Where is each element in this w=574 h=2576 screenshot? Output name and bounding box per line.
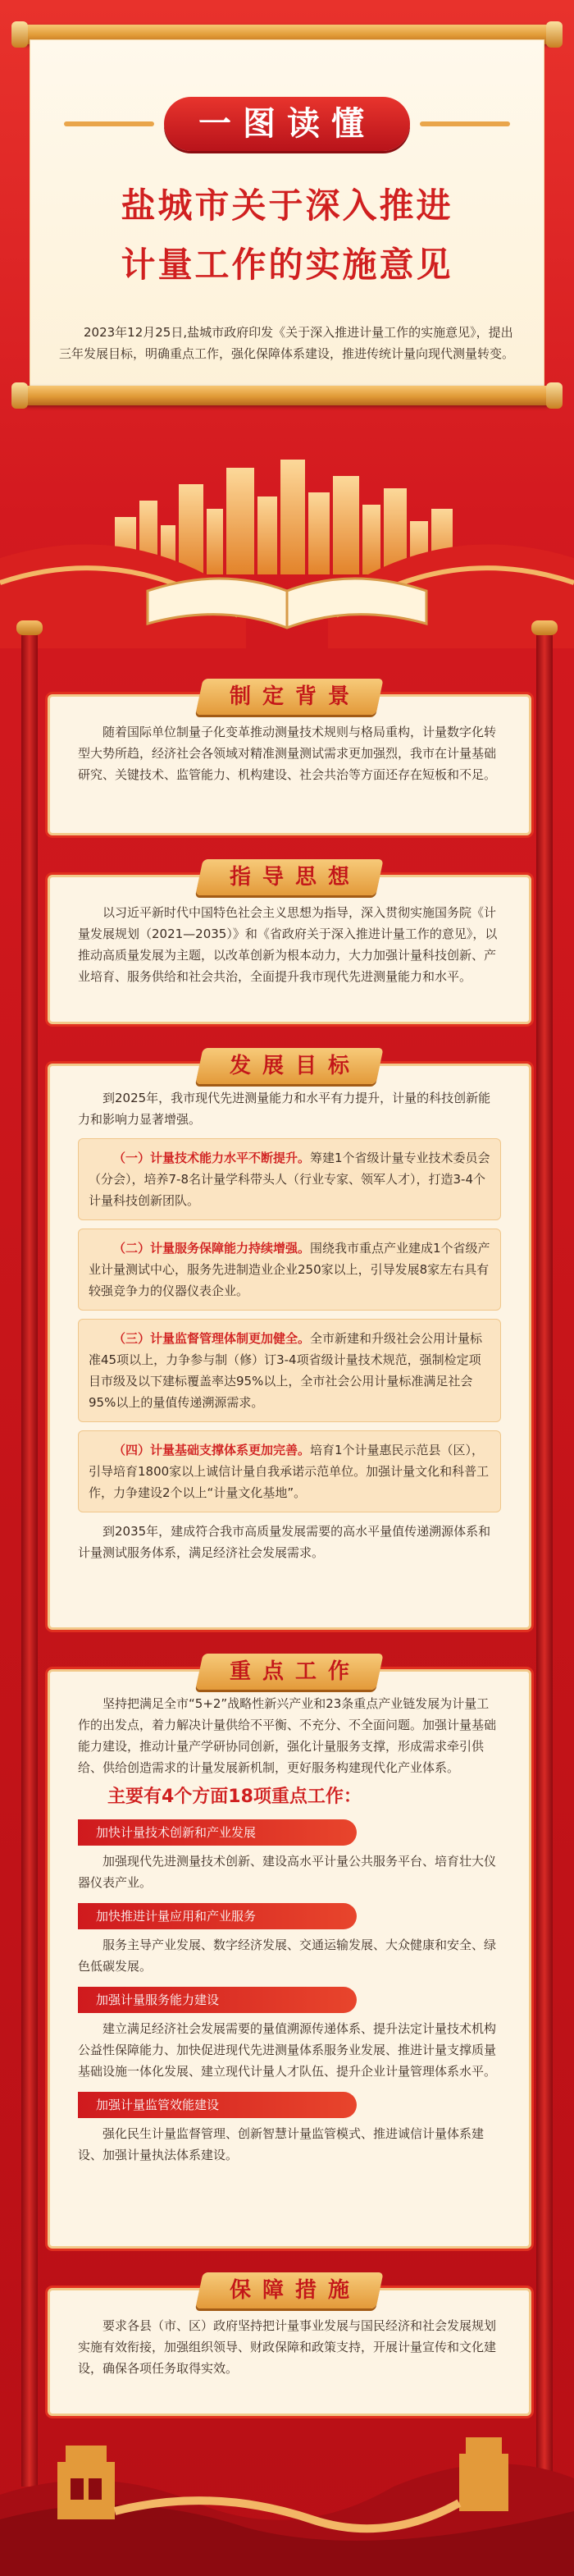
badge-char: 图 — [243, 105, 287, 143]
work-item-tag: 加快推进计量应用和产业服务 — [78, 1903, 357, 1929]
section-guidance — [48, 865, 531, 1024]
section-title: 重点工作 — [229, 1659, 361, 1684]
work-item-tag: 加强计量监管效能建设 — [78, 2092, 357, 2118]
intro-paragraph: 2023年12月25日,盐城市政府印发《关于深入推进计量工作的实施意见》，提出三年发展目标，明确重点工作，强化保障体系建设，推进传统计量向现代测量转变。 — [59, 325, 515, 361]
goal-highlight: （一）计量技术能力水平不断提升。 — [113, 1151, 311, 1165]
work-item-text: 强化民生计量监督管理、创新智慧计量监管模式、推进诚信计量体系建设、加强计量执法体系建设。 — [78, 2126, 485, 2162]
section-support — [48, 2278, 531, 2416]
great-wall-illustration — [0, 2429, 574, 2576]
goal-text: 培育1个计量惠民示范县（区），引导培育1800家以上诚信计量自我承诺示范单位。加强计量文化和科普工作，力争建设2个以上“计量文化基地”。 — [89, 1443, 490, 1500]
section-tag — [195, 679, 383, 715]
headline-deco-left — [64, 121, 154, 126]
section-text: 随着国际单位制量子化变革推动测量技术规则与格局重构，计量数字化转型大势所趋，经济社会各领域对精准测量测试需求更加强烈，我市在计量基础研究、关键技术、监管能力、机构建设、社会共治等方面还存在短板和不足。 — [78, 725, 497, 782]
badge-char: 读 — [287, 105, 331, 143]
section-goals — [48, 1054, 531, 1630]
section-background — [48, 684, 531, 835]
badge-char: 一 — [198, 105, 243, 143]
work-item-text: 服务主导产业发展、数字经济发展、交通运输发展、大众健康和安全、绿色低碳发展。 — [78, 1938, 497, 1974]
section-title: 制定背景 — [229, 684, 361, 709]
goal-highlight: （四）计量基础支撑体系更加完善。 — [113, 1443, 311, 1457]
open-book-illustration — [139, 566, 435, 632]
section-text: 要求各县（市、区）政府坚持把计量事业发展与国民经济和社会发展规划实施有效衔接，加强组织领导、财政保障和政策支持，开展计量宣传和文化建设，确保各项任务取得实效。 — [78, 2318, 497, 2376]
page-title-line1: 盐城市关于深入推进 — [121, 185, 453, 226]
goal-item — [78, 1430, 501, 1512]
section-title: 发展目标 — [229, 1054, 361, 1078]
left-pole — [21, 632, 38, 2487]
goals-intro: 到2025年，我市现代先进测量能力和水平有力提升，计量的科技创新能力和影响力显著增强。 — [78, 1091, 491, 1127]
goal-text: 筹建1个省级计量专业技术委员会（分会），培养7-8名计量学科带头人（行业专家、领军人才），打造3-4个计量科技创新团队。 — [89, 1151, 490, 1208]
goal-item — [78, 1138, 501, 1220]
section-text: 以习近平新时代中国特色社会主义思想为指导，深入贯彻实施国务院《计量发展规划（2021—2035）》和《省政府关于深入推进计量工作的意见》，以推动高质量发展为主题，以改革创新为根本动力，大力加强计量科技创新、产业培育、服务供给和社会共治，全面提升我市现代先进测量能力和水平。 — [78, 905, 498, 984]
work-subhead: 主要有4个方面18项重点工作： — [107, 1787, 362, 1807]
work-item-tag: 加快计量技术创新和产业发展 — [78, 1819, 357, 1846]
goal-text: 全市新建和升级社会公用计量标准45项以上，力争参与制（修）订3-4项省级计量技术规范，强制检定项目市级及以下建标覆盖率达95%以上，全市社会公用计量标准满足社会95%以上的量值传递溯源需求。 — [89, 1331, 483, 1410]
section-tag — [195, 2272, 383, 2308]
section-tag — [195, 859, 383, 895]
work-intro: 坚持把满足全市“5+2”战略性新兴产业和23条重点产业链发展为计量工作的出发点，着力解决计量供给不平衡、不充分、不全面问题。加强计量基础能力建设，推动计量产学研协同创新，强化计量服务支撑，形成需求牵引供给、供给创造需求的计量发展新机制，更好服务构建现代化产业体系。 — [78, 1696, 497, 1775]
page-title-line2: 计量工作的实施意见 — [121, 245, 453, 285]
goal-item — [78, 1229, 501, 1311]
headline-badge — [164, 97, 410, 151]
section-work — [48, 1659, 531, 2249]
headline-deco-right — [420, 121, 510, 126]
goal-text: 围绕我市重点产业建成1个省级产业计量测试中心，服务先进制造业企业250家以上，引导发展8家左右具有较强竞争力的仪器仪表企业。 — [89, 1241, 490, 1298]
goal-highlight: （三）计量监督管理体制更加健全。 — [113, 1331, 311, 1346]
work-item-tag: 加强计量服务能力建设 — [78, 1987, 357, 2013]
work-item-text: 加强现代先进测量技术创新、建设高水平计量公共服务平台、培育壮大仪器仪表产业。 — [78, 1854, 497, 1890]
goal-highlight: （二）计量服务保障能力持续增强。 — [113, 1241, 311, 1256]
work-item-text: 建立满足经济社会发展需要的量值溯源传递体系、提升法定计量技术机构公益性保障能力、加快促进现代先进测量体系服务业发展、推进计量支撑质量基础设施一体化发展、建立现代计量人才队伍、提升企业计量管理体系水平。 — [78, 2021, 497, 2079]
scroll-bottom-rod — [18, 386, 556, 405]
section-title: 保障措施 — [229, 2278, 361, 2303]
section-tag — [195, 1654, 383, 1690]
section-title: 指导思想 — [229, 865, 361, 890]
goal-item — [78, 1319, 501, 1422]
goals-outro: 到2035年，建成符合我市高质量发展需要的高水平量值传递溯源体系和计量测试服务体系，满足经济社会发展需求。 — [78, 1524, 491, 1560]
badge-char: 懂 — [331, 105, 376, 143]
right-pole — [536, 632, 553, 2487]
section-tag — [195, 1048, 383, 1084]
